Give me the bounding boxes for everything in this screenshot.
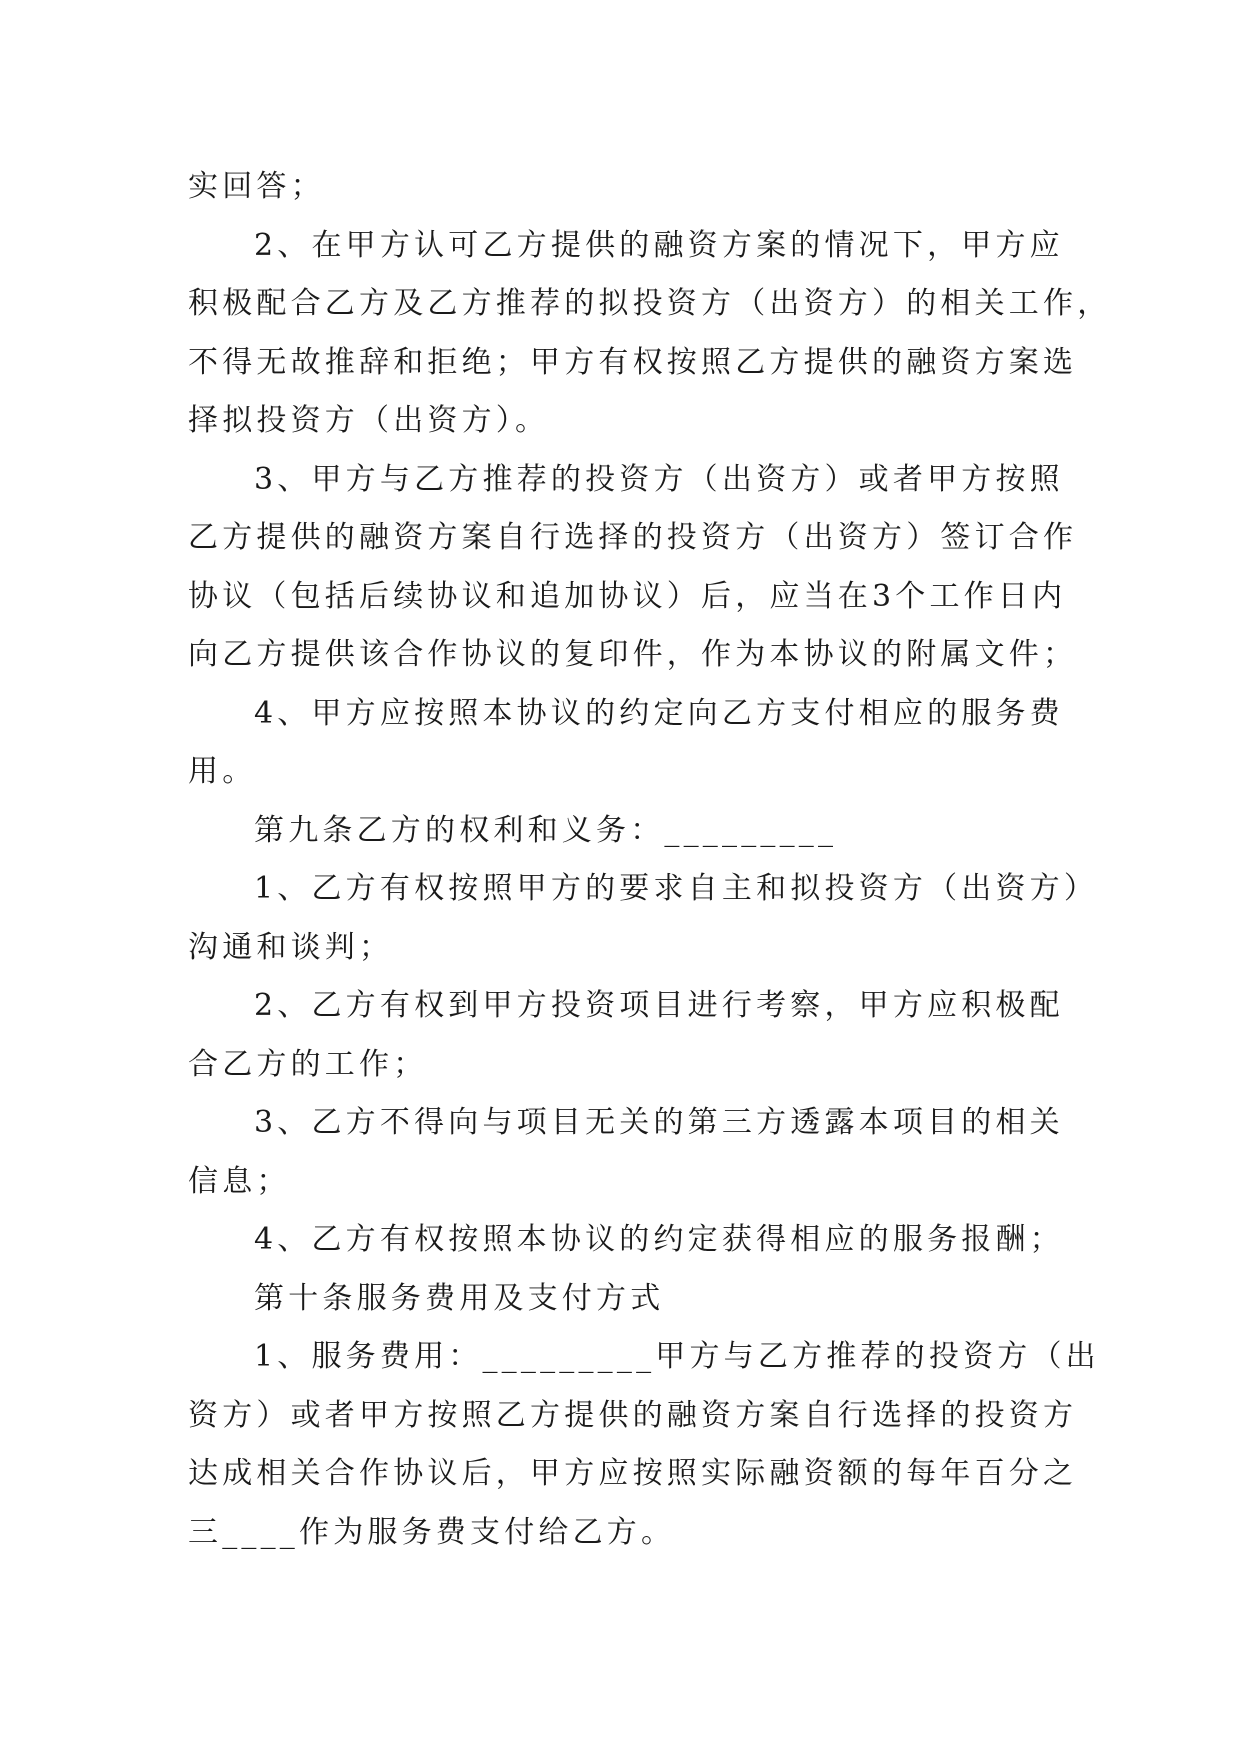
text-line: 实回答； (188, 169, 325, 204)
text-line: 沟通和谈判； (188, 929, 394, 965)
text-line: 合乙方的工作； (188, 1046, 428, 1082)
text-line: 积极配合乙方及乙方推荐的拟投资方（出资方）的相关工作， (188, 286, 1112, 321)
text-line: 3、甲方与乙方推荐的投资方（出资方）或者甲方按照 (254, 461, 1064, 497)
section-heading: 第十条服务费用及支付方式 (254, 1280, 665, 1316)
text-line: 三____作为服务费支付给乙方。 (188, 1514, 676, 1550)
text-line: 2、在甲方认可乙方提供的融资方案的情况下，甲方应 (254, 227, 1064, 263)
text-line: 2、乙方有权到甲方投资项目进行考察，甲方应积极配 (254, 988, 1064, 1023)
text-line: 不得无故推辞和拒绝；甲方有权按照乙方提供的融资方案选 (188, 344, 1078, 380)
text-line: 1、乙方有权按照甲方的要求自主和拟投资方（出资方） (254, 871, 1099, 906)
text-line: 择拟投资方（出资方）。 (188, 403, 550, 438)
text-line: 协议（包括后续协议和追加协议）后，应当在3个工作日内 (188, 578, 1067, 614)
text-line: 用。 (188, 754, 257, 789)
text-line: 信息； (188, 1163, 291, 1199)
text-line: 3、乙方不得向与项目无关的第三方透露本项目的相关 (254, 1105, 1064, 1140)
text-line: 向乙方提供该合作协议的复印件，作为本协议的附属文件； (188, 637, 1078, 672)
section-heading: 第九条乙方的权利和义务：_________ (254, 812, 838, 848)
text-line: 1、服务费用：_________甲方与乙方推荐的投资方（出 (254, 1339, 1100, 1374)
text-line: 乙方提供的融资方案自行选择的投资方（出资方）签订合作 (188, 520, 1078, 555)
text-line: 4、甲方应按照本协议的约定向乙方支付相应的服务费 (254, 695, 1064, 731)
text-line: 资方）或者甲方按照乙方提供的融资方案自行选择的投资方 (188, 1397, 1078, 1433)
document-body (188, 158, 1112, 1562)
text-line: 4、乙方有权按照本协议的约定获得相应的服务报酬； (254, 1222, 1064, 1257)
text-line: 达成相关合作协议后，甲方应按照实际融资额的每年百分之 (188, 1456, 1078, 1491)
